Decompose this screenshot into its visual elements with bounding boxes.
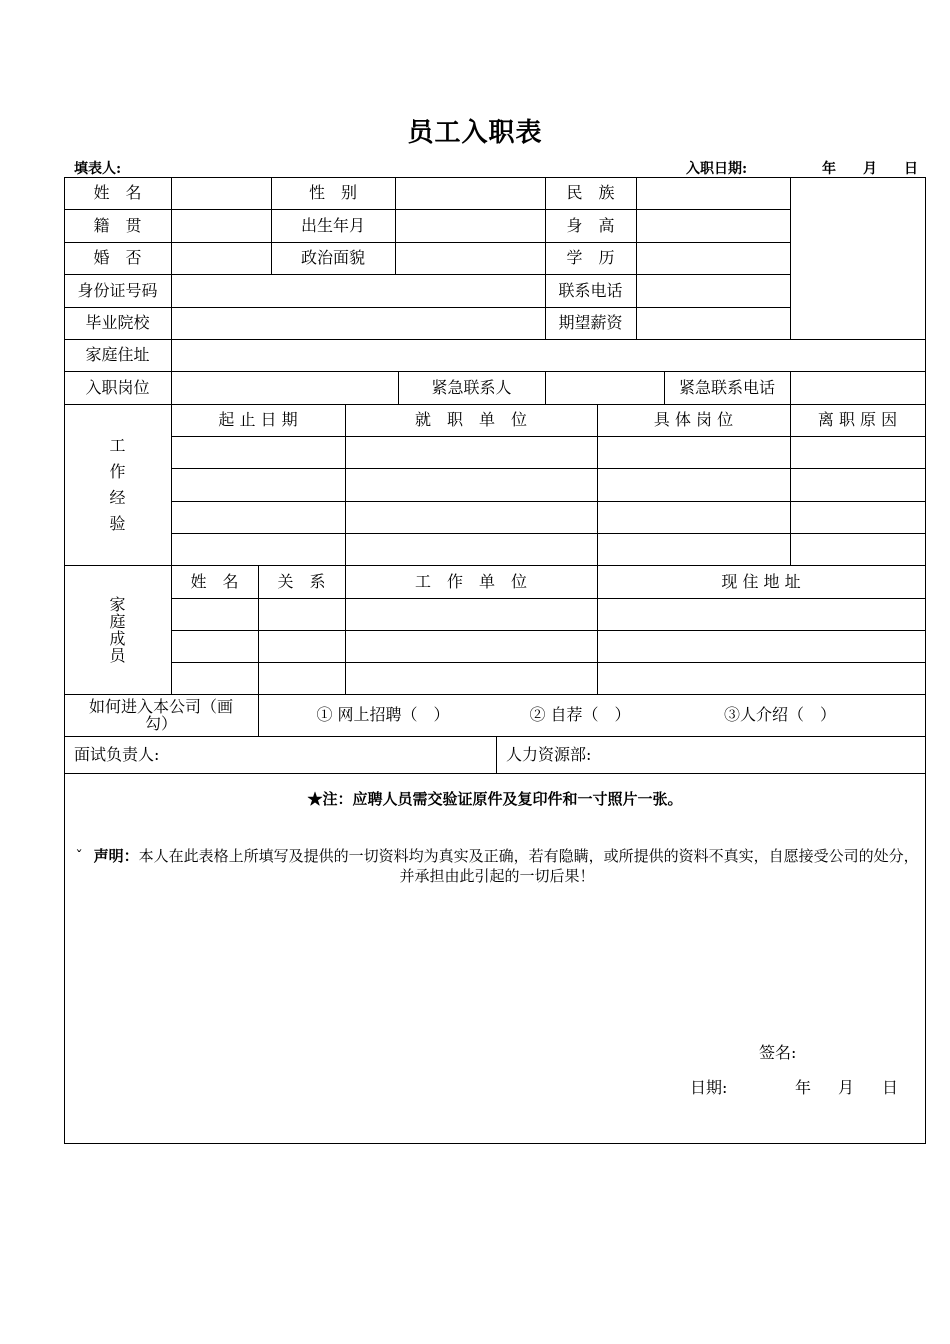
id-number-label: 身份证号码 (77, 280, 158, 300)
hr-label: 人力资源部: (506, 744, 592, 764)
hire-month-label: 月 (863, 161, 877, 177)
position-label: 入职岗位 (85, 377, 150, 397)
page-title: 员工入职表 (407, 118, 543, 148)
birth-label: 出生年月 (300, 215, 365, 235)
filler-label: 填表人: (74, 161, 122, 177)
family-col-workplace: 工 作 单 位 (414, 571, 527, 591)
signature-label: 签名: (759, 1043, 797, 1062)
ethnicity-label: 民 族 (566, 183, 615, 202)
phone-label: 联系电话 (558, 280, 623, 300)
gender-label: 性 别 (308, 183, 357, 202)
source-option-self[interactable]: ② 自荐（ ） (529, 705, 631, 724)
salary-label: 期望薪资 (558, 313, 623, 332)
sign-date-label: 日期: (690, 1078, 728, 1097)
work-col-dates: 起 止 日 期 (218, 410, 298, 429)
declaration-text: 本人在此表格上所填写及提供的一切资料均为真实及正确，若有隐瞒，或所提供的资料不真实，自愿接受公司的处分，并承担由此引起的一切后果！ (138, 847, 919, 885)
emergency-contact-label: 紧急联系人 (431, 377, 512, 397)
marital-label: 婚 否 (93, 248, 142, 267)
family-col-name: 姓 名 (190, 571, 239, 591)
declaration-title: 声明： (93, 847, 139, 865)
note-text: ★注：应聘人员需交验证原件及复印件和一寸照片一张。 (307, 790, 683, 808)
declaration-mark: ˇ (75, 847, 83, 865)
source-option-referral[interactable]: ③人介绍（ ） (723, 705, 836, 724)
political-label: 政治面貌 (300, 248, 365, 267)
work-col-position: 具 体 岗 位 (653, 410, 734, 429)
sign-year-label: 年 (795, 1078, 812, 1097)
work-experience-label: 工 作 经 验 (109, 435, 126, 533)
source-option-online[interactable]: ① 网上招聘（ ） (316, 705, 450, 724)
source-label: 如何进入本公司（画 勾） (88, 697, 233, 733)
education-label: 学 历 (566, 248, 615, 267)
work-col-employer: 就 职 单 位 (414, 410, 527, 429)
height-label: 身 高 (566, 215, 615, 235)
hire-day-label: 日 (904, 161, 918, 177)
hire-date-label: 入职日期: (686, 161, 748, 177)
hire-year-label: 年 (822, 161, 836, 177)
name-label: 姓 名 (93, 183, 142, 202)
work-col-leave-reason: 离 职 原 因 (817, 410, 898, 429)
native-place-label: 籍 贯 (93, 215, 142, 235)
sign-month-label: 月 (838, 1078, 855, 1097)
family-col-relation: 关 系 (277, 571, 326, 591)
school-label: 毕业院校 (85, 313, 150, 332)
family-col-address: 现 住 地 址 (721, 571, 801, 591)
address-label: 家庭住址 (85, 345, 150, 364)
interviewer-label: 面试负责人: (74, 744, 160, 764)
emergency-phone-label: 紧急联系电话 (678, 377, 775, 397)
sign-day-label: 日 (882, 1078, 899, 1097)
family-members-label: 家 庭 成 员 (109, 594, 126, 665)
declaration (74, 846, 920, 886)
